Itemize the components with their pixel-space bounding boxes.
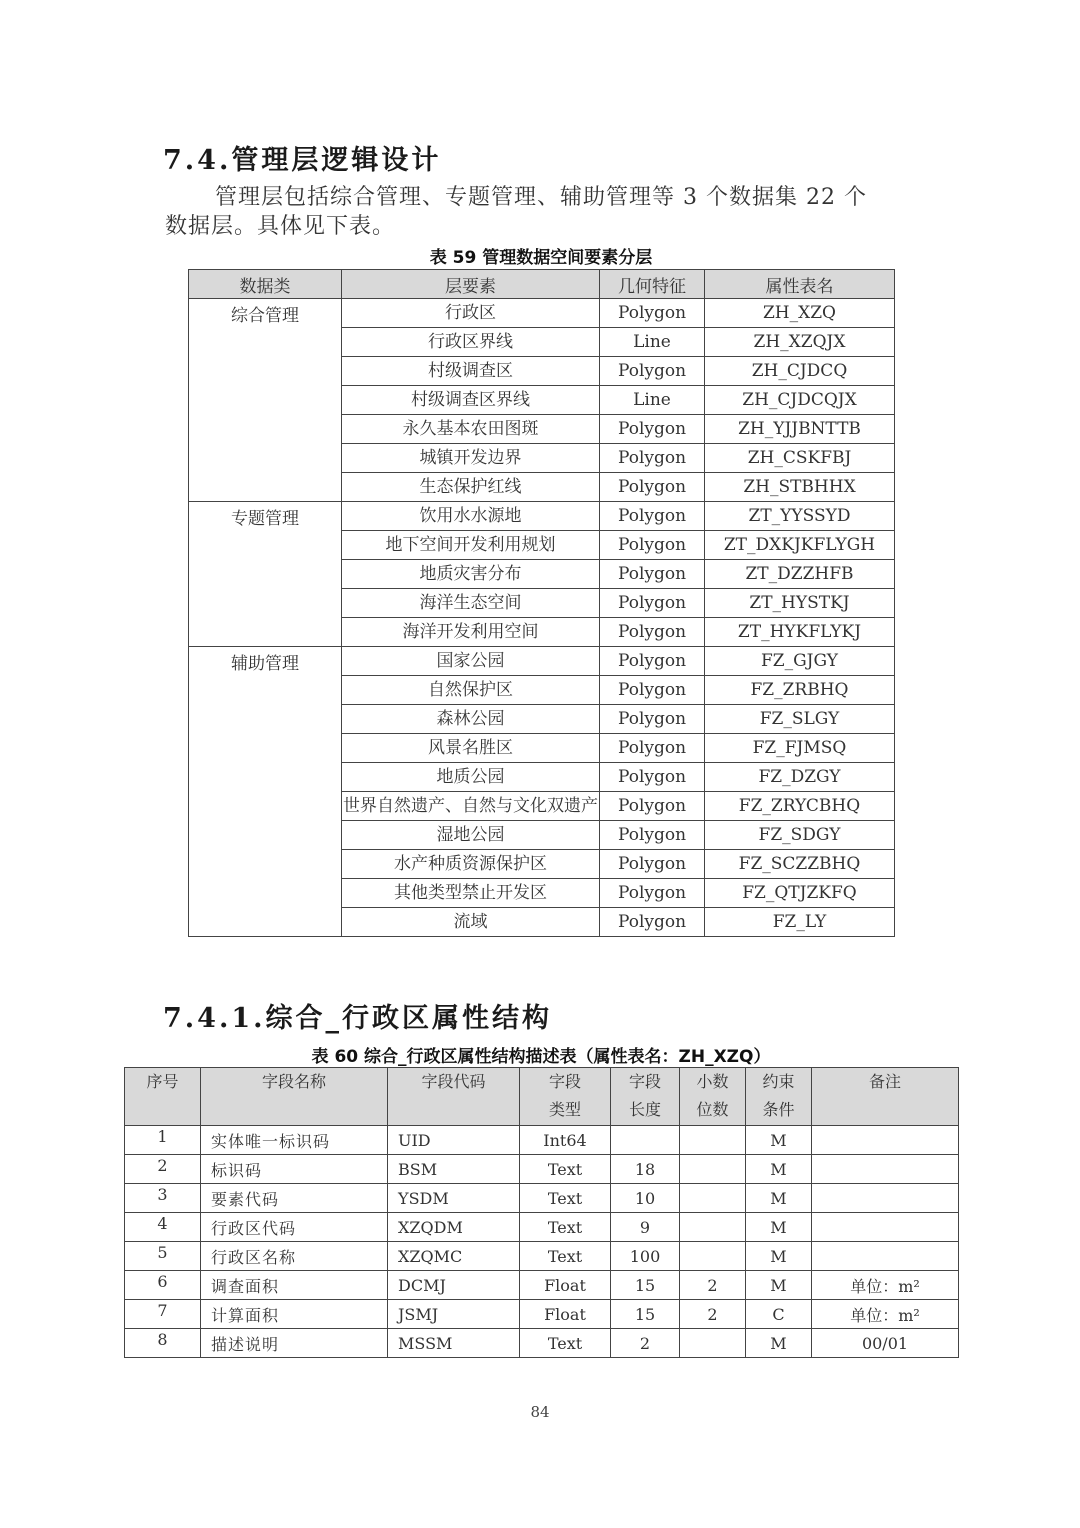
- field-type-cell: Float: [520, 1300, 611, 1329]
- decimal-cell: [680, 1242, 746, 1271]
- geometry-cell: Polygon: [600, 502, 705, 531]
- section-heading: 7.4.管理层逻辑设计: [163, 145, 442, 176]
- constraint-cell: M: [746, 1155, 812, 1184]
- field-name-cell: 描述说明: [201, 1329, 388, 1358]
- geometry-cell: Polygon: [600, 763, 705, 792]
- geometry-cell: Polygon: [600, 560, 705, 589]
- intro-line-2: 数据层。具体见下表。: [165, 214, 396, 239]
- table-row: [125, 1242, 959, 1271]
- remark-cell: 单位：m²: [812, 1300, 959, 1329]
- layer-cell: 地质公园: [342, 763, 600, 792]
- remark-cell: 单位：m²: [812, 1271, 959, 1300]
- remark-cell: [812, 1213, 959, 1242]
- remark-cell: 00/01: [812, 1329, 959, 1358]
- seq-cell: 2: [125, 1155, 201, 1184]
- table-name-cell: FZ_SDGY: [705, 821, 895, 850]
- column-header: 序号: [125, 1068, 201, 1126]
- table-name-cell: ZH_CJDCQ: [705, 357, 895, 386]
- constraint-cell: M: [746, 1242, 812, 1271]
- table-name-cell: FZ_QTJZKFQ: [705, 879, 895, 908]
- constraint-cell: M: [746, 1126, 812, 1155]
- field-type-cell: Float: [520, 1271, 611, 1300]
- table-60-caption: 表 60 综合_行政区属性结构描述表（属性表名：ZH_XZQ）: [311, 1047, 771, 1067]
- column-header: 字段名称: [201, 1068, 388, 1126]
- field-length-cell: 2: [611, 1329, 680, 1358]
- table-name-cell: ZT_HYKFLYKJ: [705, 618, 895, 647]
- layer-cell: 村级调查区界线: [342, 386, 600, 415]
- constraint-cell: M: [746, 1329, 812, 1358]
- constraint-cell: C: [746, 1300, 812, 1329]
- layer-cell: 饮用水水源地: [342, 502, 600, 531]
- column-header: 约束 条件: [746, 1068, 812, 1126]
- field-code-cell: YSDM: [388, 1184, 520, 1213]
- field-length-cell: 18: [611, 1155, 680, 1184]
- geometry-cell: Polygon: [600, 850, 705, 879]
- table-row: [125, 1329, 959, 1358]
- field-code-cell: MSSM: [388, 1329, 520, 1358]
- column-header: 层要素: [342, 270, 600, 299]
- table-row: [125, 1155, 959, 1184]
- table-name-cell: ZT_DZZHFB: [705, 560, 895, 589]
- constraint-cell: M: [746, 1271, 812, 1300]
- table-row: [125, 1184, 959, 1213]
- layer-cell: 地下空间开发利用规划: [342, 531, 600, 560]
- layer-cell: 村级调查区: [342, 357, 600, 386]
- table-row: [189, 647, 895, 676]
- field-type-cell: Text: [520, 1155, 611, 1184]
- layer-cell: 风景名胜区: [342, 734, 600, 763]
- seq-cell: 6: [125, 1271, 201, 1300]
- geometry-cell: Polygon: [600, 357, 705, 386]
- remark-cell: [812, 1126, 959, 1155]
- geometry-cell: Polygon: [600, 792, 705, 821]
- field-type-cell: Text: [520, 1213, 611, 1242]
- layer-cell: 世界自然遗产、自然与文化双遗产: [342, 792, 600, 821]
- geometry-cell: Line: [600, 328, 705, 357]
- table-name-cell: ZH_CJDCQJX: [705, 386, 895, 415]
- field-type-cell: Text: [520, 1329, 611, 1358]
- table-59: [188, 269, 895, 937]
- decimal-cell: [680, 1155, 746, 1184]
- layer-cell: 行政区界线: [342, 328, 600, 357]
- geometry-cell: Polygon: [600, 734, 705, 763]
- geometry-cell: Line: [600, 386, 705, 415]
- category-cell: 辅助管理: [189, 647, 342, 937]
- column-header: 字段 长度: [611, 1068, 680, 1126]
- table-60: [124, 1067, 959, 1358]
- layer-cell: 国家公园: [342, 647, 600, 676]
- category-cell: 专题管理: [189, 502, 342, 647]
- remark-cell: [812, 1155, 959, 1184]
- table-name-cell: ZH_XZQ: [705, 299, 895, 328]
- remark-cell: [812, 1242, 959, 1271]
- column-header: 数据类: [189, 270, 342, 299]
- decimal-cell: 2: [680, 1271, 746, 1300]
- table-name-cell: ZH_CSKFBJ: [705, 444, 895, 473]
- seq-cell: 3: [125, 1184, 201, 1213]
- decimal-cell: [680, 1184, 746, 1213]
- field-length-cell: 15: [611, 1300, 680, 1329]
- table-name-cell: ZH_STBHHX: [705, 473, 895, 502]
- intro-line-1: 管理层包括综合管理、专题管理、辅助管理等 3 个数据集 22 个: [215, 185, 867, 210]
- column-header: 小数 位数: [680, 1068, 746, 1126]
- field-type-cell: Int64: [520, 1126, 611, 1155]
- field-code-cell: XZQDM: [388, 1213, 520, 1242]
- layer-cell: 海洋生态空间: [342, 589, 600, 618]
- table-row: [189, 299, 895, 328]
- seq-cell: 4: [125, 1213, 201, 1242]
- field-code-cell: XZQMC: [388, 1242, 520, 1271]
- geometry-cell: Polygon: [600, 705, 705, 734]
- geometry-cell: Polygon: [600, 531, 705, 560]
- field-name-cell: 调查面积: [201, 1271, 388, 1300]
- layer-cell: 森林公园: [342, 705, 600, 734]
- layer-cell: 流域: [342, 908, 600, 937]
- field-name-cell: 计算面积: [201, 1300, 388, 1329]
- field-length-cell: 9: [611, 1213, 680, 1242]
- column-header: 字段代码: [388, 1068, 520, 1126]
- layer-cell: 水产种质资源保护区: [342, 850, 600, 879]
- table-name-cell: FZ_GJGY: [705, 647, 895, 676]
- geometry-cell: Polygon: [600, 676, 705, 705]
- field-length-cell: 10: [611, 1184, 680, 1213]
- column-header: 几何特征: [600, 270, 705, 299]
- table-name-cell: FZ_ZRBHQ: [705, 676, 895, 705]
- field-type-cell: Text: [520, 1242, 611, 1271]
- layer-cell: 其他类型禁止开发区: [342, 879, 600, 908]
- seq-cell: 5: [125, 1242, 201, 1271]
- table-row: [189, 502, 895, 531]
- intro-paragraph: [165, 183, 925, 241]
- field-name-cell: 要素代码: [201, 1184, 388, 1213]
- table-row: [125, 1213, 959, 1242]
- layer-cell: 生态保护红线: [342, 473, 600, 502]
- seq-cell: 1: [125, 1126, 201, 1155]
- geometry-cell: Polygon: [600, 618, 705, 647]
- seq-cell: 8: [125, 1329, 201, 1358]
- subsection-heading: 7.4.1.综合_行政区属性结构: [163, 1003, 553, 1034]
- geometry-cell: Polygon: [600, 647, 705, 676]
- layer-cell: 湿地公园: [342, 821, 600, 850]
- decimal-cell: [680, 1329, 746, 1358]
- table-name-cell: FZ_SLGY: [705, 705, 895, 734]
- layer-cell: 地质灾害分布: [342, 560, 600, 589]
- table-name-cell: ZT_YYSSYD: [705, 502, 895, 531]
- field-name-cell: 实体唯一标识码: [201, 1126, 388, 1155]
- table-row: [125, 1271, 959, 1300]
- geometry-cell: Polygon: [600, 299, 705, 328]
- field-code-cell: BSM: [388, 1155, 520, 1184]
- field-name-cell: 标识码: [201, 1155, 388, 1184]
- field-length-cell: [611, 1126, 680, 1155]
- layer-cell: 行政区: [342, 299, 600, 328]
- table-name-cell: FZ_FJMSQ: [705, 734, 895, 763]
- table-name-cell: FZ_LY: [705, 908, 895, 937]
- field-code-cell: DCMJ: [388, 1271, 520, 1300]
- layer-cell: 永久基本农田图斑: [342, 415, 600, 444]
- decimal-cell: [680, 1126, 746, 1155]
- table-name-cell: ZT_HYSTKJ: [705, 589, 895, 618]
- geometry-cell: Polygon: [600, 415, 705, 444]
- column-header: 字段 类型: [520, 1068, 611, 1126]
- column-header: 属性表名: [705, 270, 895, 299]
- field-length-cell: 15: [611, 1271, 680, 1300]
- table-name-cell: ZT_DXKJKFLYGH: [705, 531, 895, 560]
- table-name-cell: FZ_DZGY: [705, 763, 895, 792]
- table-name-cell: FZ_ZRYCBHQ: [705, 792, 895, 821]
- table-name-cell: ZH_XZQJX: [705, 328, 895, 357]
- constraint-cell: M: [746, 1213, 812, 1242]
- field-code-cell: JSMJ: [388, 1300, 520, 1329]
- column-header: 备注: [812, 1068, 959, 1126]
- table-59-caption: 表 59 管理数据空间要素分层: [429, 248, 653, 268]
- layer-cell: 城镇开发边界: [342, 444, 600, 473]
- geometry-cell: Polygon: [600, 879, 705, 908]
- seq-cell: 7: [125, 1300, 201, 1329]
- decimal-cell: [680, 1213, 746, 1242]
- constraint-cell: M: [746, 1184, 812, 1213]
- layer-cell: 海洋开发利用空间: [342, 618, 600, 647]
- table-row: [125, 1126, 959, 1155]
- remark-cell: [812, 1184, 959, 1213]
- field-length-cell: 100: [611, 1242, 680, 1271]
- field-name-cell: 行政区名称: [201, 1242, 388, 1271]
- table-name-cell: ZH_YJJBNTTB: [705, 415, 895, 444]
- page-number: 84: [530, 1403, 550, 1421]
- decimal-cell: 2: [680, 1300, 746, 1329]
- table-59-header: [189, 270, 895, 299]
- field-name-cell: 行政区代码: [201, 1213, 388, 1242]
- table-name-cell: FZ_SCZZBHQ: [705, 850, 895, 879]
- table-60-header: [125, 1068, 959, 1126]
- geometry-cell: Polygon: [600, 908, 705, 937]
- geometry-cell: Polygon: [600, 589, 705, 618]
- field-code-cell: UID: [388, 1126, 520, 1155]
- geometry-cell: Polygon: [600, 473, 705, 502]
- geometry-cell: Polygon: [600, 444, 705, 473]
- table-row: [125, 1300, 959, 1329]
- category-cell: 综合管理: [189, 299, 342, 502]
- geometry-cell: Polygon: [600, 821, 705, 850]
- field-type-cell: Text: [520, 1184, 611, 1213]
- layer-cell: 自然保护区: [342, 676, 600, 705]
